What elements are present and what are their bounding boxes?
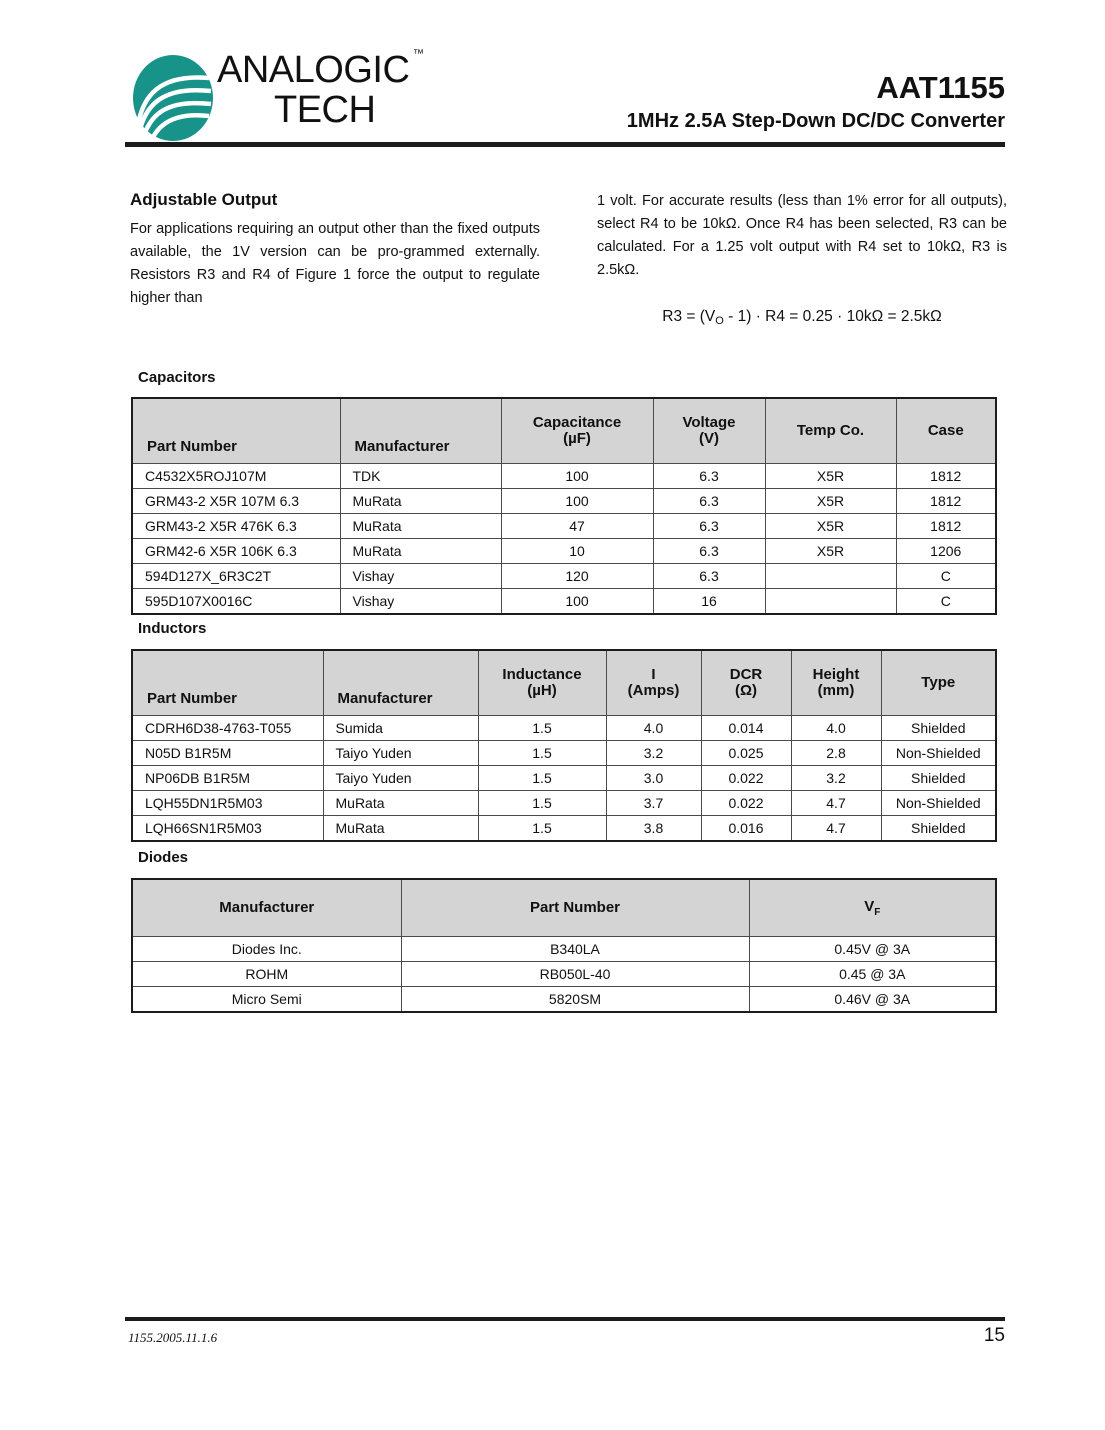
table-header-row — [132, 650, 996, 716]
inductors-table — [131, 649, 997, 842]
left-text-column — [130, 190, 540, 310]
table-cell: 100 — [501, 489, 653, 514]
column-header: Inductance (µH) — [478, 650, 606, 716]
table-cell: 0.45 @ 3A — [749, 962, 996, 987]
diodes-table-body — [132, 937, 996, 1013]
table-header-row — [132, 398, 996, 464]
table-cell: 3.2 — [606, 741, 701, 766]
table-cell: 6.3 — [653, 489, 765, 514]
table-cell: 5820SM — [401, 987, 749, 1013]
table-cell: X5R — [765, 464, 896, 489]
table-cell: GRM42-6 X5R 106K 6.3 — [132, 539, 340, 564]
table-cell: 100 — [501, 589, 653, 615]
adjustable-output-paragraph: For applications requiring an output other than the fixed outputs available, the 1V version can be pro-grammed externally. Resistors R3 and R4 of Figure 1 force the output to regulate higher than — [130, 221, 540, 306]
table-cell: C4532X5ROJ107M — [132, 464, 340, 489]
inductors-table-head — [132, 650, 996, 716]
logo-word-tech: TECH — [274, 89, 376, 131]
footer-rule — [125, 1317, 1005, 1321]
column-header: Voltage (V) — [653, 398, 765, 464]
capacitors-table-head — [132, 398, 996, 464]
table-cell: Micro Semi — [132, 987, 401, 1013]
equation-subscript: O — [715, 315, 724, 327]
column-header: DCR (Ω) — [701, 650, 791, 716]
table-cell: GRM43-2 X5R 107M 6.3 — [132, 489, 340, 514]
table-cell: GRM43-2 X5R 476K 6.3 — [132, 514, 340, 539]
column-header: Case — [896, 398, 996, 464]
diodes-table-label: Diodes — [138, 849, 189, 866]
document-code: 1155.2005.11.1.6 — [128, 1330, 218, 1345]
table-cell: MuRata — [323, 791, 478, 816]
table-cell: 6.3 — [653, 464, 765, 489]
table-row — [132, 766, 996, 791]
adjustable-output-paragraph-continued: 1 volt. For accurate results (less than 1% error for all outputs), select R4 to be 10kΩ. Once R4 has been selected, R3 can be calculated. For a 1.25 volt output with R4 set to 10kΩ, R3 is 2.5kΩ. — [597, 193, 1007, 278]
table-cell: Shielded — [881, 716, 996, 741]
table-cell: 10 — [501, 539, 653, 564]
table-cell: 3.0 — [606, 766, 701, 791]
page-number: 15 — [983, 1325, 1005, 1346]
table-cell: Taiyo Yuden — [323, 766, 478, 791]
column-header: Height (mm) — [791, 650, 881, 716]
table-cell: 1812 — [896, 514, 996, 539]
column-header: $V_F$ — [749, 879, 996, 937]
table-cell: Non-Shielded — [881, 741, 996, 766]
table-row — [132, 514, 996, 539]
equation-prefix: R3 = (V — [662, 308, 716, 325]
trademark-icon: ™ — [413, 48, 424, 60]
table-cell — [765, 589, 896, 615]
table-cell: Non-Shielded — [881, 791, 996, 816]
document-title-block — [385, 70, 1005, 134]
table-row — [132, 489, 996, 514]
column-header: Manufacturer — [132, 879, 401, 937]
table-cell: X5R — [765, 514, 896, 539]
table-cell: ROHM — [132, 962, 401, 987]
table-cell: Sumida — [323, 716, 478, 741]
table-cell: 4.0 — [606, 716, 701, 741]
table-cell: 1812 — [896, 489, 996, 514]
table-cell: 0.025 — [701, 741, 791, 766]
table-cell: X5R — [765, 539, 896, 564]
column-header: Part Number — [132, 398, 340, 464]
table-cell: 16 — [653, 589, 765, 615]
table-cell: 1.5 — [478, 816, 606, 842]
table-cell: 6.3 — [653, 539, 765, 564]
table-header-row — [132, 879, 996, 937]
table-cell: Shielded — [881, 766, 996, 791]
table-cell: N05D B1R5M — [132, 741, 323, 766]
table-row — [132, 987, 996, 1013]
table-cell: 1.5 — [478, 766, 606, 791]
table-row — [132, 464, 996, 489]
column-header: I (Amps) — [606, 650, 701, 716]
logo-word-analogic: ANALOGIC — [217, 49, 410, 91]
table-cell: X5R — [765, 489, 896, 514]
table-cell: LQH55DN1R5M03 — [132, 791, 323, 816]
table-cell: 4.7 — [791, 791, 881, 816]
table-cell: Diodes Inc. — [132, 937, 401, 962]
section-heading-adjustable-output: Adjustable Output — [130, 190, 278, 209]
inductors-table-label: Inductors — [138, 620, 207, 637]
table-cell: B340LA — [401, 937, 749, 962]
inductors-table-body — [132, 716, 996, 842]
table-cell: 47 — [501, 514, 653, 539]
column-header: Temp Co. — [765, 398, 896, 464]
table-row — [132, 716, 996, 741]
table-cell: 120 — [501, 564, 653, 589]
table-row — [132, 564, 996, 589]
table-cell: 1.5 — [478, 716, 606, 741]
table-row — [132, 962, 996, 987]
column-header: Capacitance (µF) — [501, 398, 653, 464]
table-cell: 0.016 — [701, 816, 791, 842]
table-cell: 100 — [501, 464, 653, 489]
capacitors-table — [131, 397, 997, 615]
table-cell: LQH66SN1R5M03 — [132, 816, 323, 842]
table-cell: Taiyo Yuden — [323, 741, 478, 766]
table-row — [132, 589, 996, 615]
table-cell: TDK — [340, 464, 501, 489]
table-cell — [765, 564, 896, 589]
table-cell: 4.7 — [791, 816, 881, 842]
table-cell: 1.5 — [478, 791, 606, 816]
equation-suffix: - 1) · R4 = 0.25 · 10kΩ = 2.5kΩ — [723, 308, 942, 325]
table-cell: C — [896, 564, 996, 589]
column-header: Part Number — [132, 650, 323, 716]
part-subtitle: 1MHz 2.5A Step-Down DC/DC Converter — [626, 110, 1005, 132]
column-header: Part Number — [401, 879, 749, 937]
table-row — [132, 741, 996, 766]
table-cell: 0.45V @ 3A — [749, 937, 996, 962]
table-cell: Shielded — [881, 816, 996, 842]
table-row — [132, 539, 996, 564]
table-cell: C — [896, 589, 996, 615]
part-number-title: AAT1155 — [876, 70, 1005, 105]
table-cell: 4.0 — [791, 716, 881, 741]
table-cell: MuRata — [323, 816, 478, 842]
capacitors-table-body — [132, 464, 996, 615]
table-row — [132, 937, 996, 962]
column-header: Manufacturer — [323, 650, 478, 716]
table-cell: 0.014 — [701, 716, 791, 741]
table-cell: NP06DB B1R5M — [132, 766, 323, 791]
table-cell: 3.2 — [791, 766, 881, 791]
table-cell: 0.022 — [701, 766, 791, 791]
column-header: Type — [881, 650, 996, 716]
table-cell: 1206 — [896, 539, 996, 564]
r3-equation — [597, 308, 1007, 326]
table-cell: MuRata — [340, 539, 501, 564]
table-cell: Vishay — [340, 589, 501, 615]
table-cell: MuRata — [340, 489, 501, 514]
table-cell: 3.7 — [606, 791, 701, 816]
capacitors-table-label: Capacitors — [138, 369, 216, 386]
table-cell: 595D107X0016C — [132, 589, 340, 615]
table-cell: CDRH6D38-4763-T055 — [132, 716, 323, 741]
table-cell: 0.022 — [701, 791, 791, 816]
table-cell: 6.3 — [653, 564, 765, 589]
table-cell: Vishay — [340, 564, 501, 589]
right-text-column — [597, 190, 1007, 326]
table-cell: 1812 — [896, 464, 996, 489]
diodes-table — [131, 878, 997, 1013]
header-rule — [125, 142, 1005, 147]
table-cell: 594D127X_6R3C2T — [132, 564, 340, 589]
page-header — [125, 40, 1005, 145]
table-row — [132, 791, 996, 816]
table-cell: 3.8 — [606, 816, 701, 842]
table-cell: RB050L-40 — [401, 962, 749, 987]
table-cell: 1.5 — [478, 741, 606, 766]
analogic-tech-logo-icon — [131, 54, 215, 142]
diodes-table-head — [132, 879, 996, 937]
column-header: Manufacturer — [340, 398, 501, 464]
table-cell: MuRata — [340, 514, 501, 539]
table-cell: 6.3 — [653, 514, 765, 539]
table-row — [132, 816, 996, 842]
table-cell: 0.46V @ 3A — [749, 987, 996, 1013]
table-cell: 2.8 — [791, 741, 881, 766]
company-logo — [125, 46, 425, 141]
